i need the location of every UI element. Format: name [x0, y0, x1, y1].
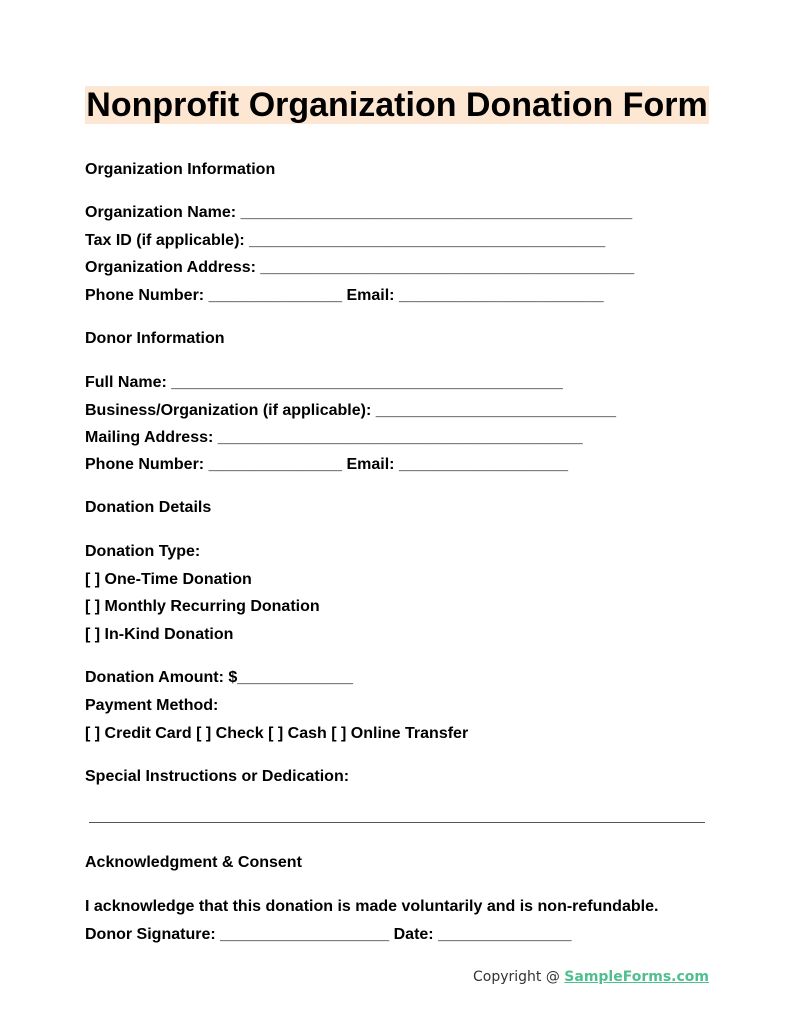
tax-id-field[interactable]: Tax ID (if applicable): ________________________________________ — [85, 232, 606, 249]
organization-phone-email-field[interactable]: Phone Number: _______________ Email: _______________________ — [85, 287, 604, 304]
checkbox-one-time-donation[interactable]: [ ] One-Time Donation — [85, 571, 252, 588]
donation-amount-field[interactable]: Donation Amount: $_____________ — [85, 669, 353, 686]
consent-statement: I acknowledge that this donation is made voluntarily and is non-refundable. — [85, 898, 659, 915]
copyright-prefix: Copyright @ — [472, 969, 565, 985]
section-heading-organization: Organization Information — [85, 161, 276, 178]
donor-full-name-field[interactable]: Full Name: ____________________________________________ — [85, 374, 563, 391]
section-heading-donation: Donation Details — [85, 499, 212, 516]
special-instructions-label: Special Instructions or Dedication: — [85, 768, 350, 785]
donor-phone-email-field[interactable]: Phone Number: _______________ Email: ___________________ — [85, 456, 569, 473]
copyright-notice — [473, 968, 709, 986]
organization-address-field[interactable]: Organization Address: __________________________________________ — [85, 259, 635, 276]
section-heading-donor: Donor Information — [85, 330, 225, 347]
payment-method-label: Payment Method: — [85, 697, 219, 714]
checkbox-in-kind-donation[interactable]: [ ] In-Kind Donation — [85, 626, 234, 643]
form-title: Nonprofit Organization Donation Form — [86, 86, 708, 124]
special-instructions-line[interactable] — [89, 822, 705, 823]
checkbox-monthly-donation[interactable]: [ ] Monthly Recurring Donation — [85, 598, 320, 615]
signature-date-field[interactable]: Donor Signature: ___________________ Date: _______________ — [85, 926, 572, 943]
section-heading-consent: Acknowledgment & Consent — [85, 854, 302, 871]
title-wrapper — [0, 86, 800, 124]
donor-business-field[interactable]: Business/Organization (if applicable): ___________________________ — [85, 402, 616, 419]
brand-link[interactable]: SampleForms.com — [564, 969, 709, 985]
payment-method-options[interactable]: [ ] Credit Card [ ] Check [ ] Cash [ ] Online Transfer — [85, 725, 469, 742]
donor-mailing-address-field[interactable]: Mailing Address: _________________________________________ — [85, 429, 583, 446]
organization-name-field[interactable]: Organization Name: ____________________________________________ — [85, 204, 633, 221]
donation-type-label: Donation Type: — [85, 543, 201, 560]
